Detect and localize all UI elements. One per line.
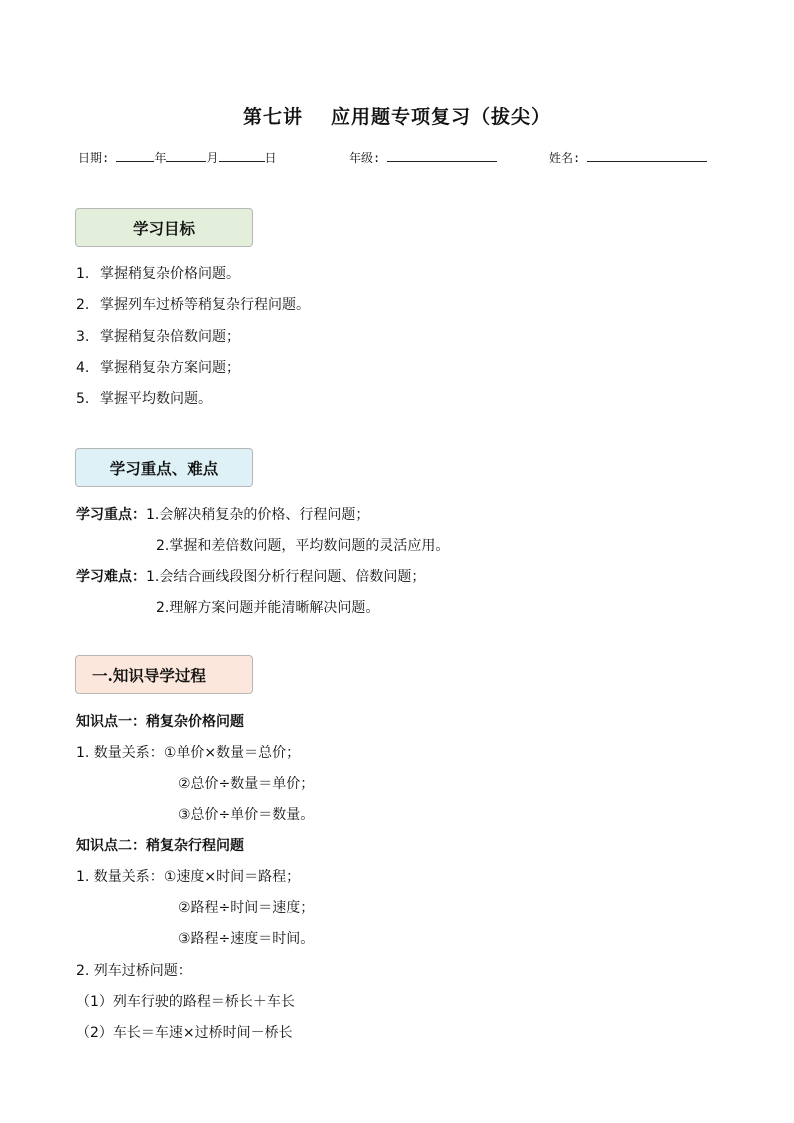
name-blank[interactable] — [587, 148, 707, 162]
kp2-formula-3: ③路程÷速度＝时间。 — [178, 931, 315, 947]
year-label: 年 — [154, 151, 167, 165]
kp1-formula-3: ③总价÷单价＝数量。 — [178, 807, 315, 823]
kp2-formula-1: ①速度×时间＝路程； — [163, 869, 301, 885]
knowledge-process-heading: 一.知识导学过程 — [75, 655, 253, 694]
grade-blank[interactable] — [387, 148, 497, 162]
key-points-heading: 学习重点、难点 — [75, 448, 253, 487]
difficulties-line — [76, 566, 425, 586]
difficulties-label: 学习难点： — [76, 569, 146, 585]
year-blank[interactable] — [116, 148, 154, 162]
day-label: 日 — [264, 151, 277, 165]
knowledge-point-1-title: 知识点一：稍复杂价格问题 — [76, 714, 244, 730]
kp2-formula-2: ②路程÷时间＝速度； — [178, 900, 315, 916]
kp1-relation-label: 1. 数量关系： — [76, 745, 164, 761]
goal-item: 4. 掌握稍复杂方案问题； — [76, 360, 240, 376]
learning-goals-heading: 学习目标 — [75, 208, 253, 247]
date-label: 日期: — [78, 151, 110, 165]
key-point-1: 1.会解决稍复杂的价格、行程问题； — [146, 507, 370, 523]
key-points-label: 学习重点： — [76, 507, 146, 523]
name-label: 姓名: — [549, 151, 581, 165]
month-blank[interactable] — [166, 148, 206, 162]
difficulty-2: 2.理解方案问题并能清晰解决问题。 — [156, 600, 380, 616]
date-field — [78, 148, 277, 166]
difficulty-1: 1.会结合画线段图分析行程问题、倍数问题； — [146, 569, 426, 585]
kp1-formula-1: ①单价×数量＝总价； — [163, 745, 301, 761]
kp1-relation — [76, 742, 300, 762]
kp1-formula-2: ②总价÷数量＝单价； — [178, 776, 315, 792]
kp2-relation-label: 1. 数量关系： — [76, 869, 164, 885]
grade-label: 年级: — [349, 151, 381, 165]
goal-item: 5. 掌握平均数问题。 — [76, 391, 212, 407]
goal-item: 1. 掌握稍复杂价格问题。 — [76, 266, 240, 282]
lesson-number: 第七讲 — [242, 106, 303, 128]
name-field — [549, 148, 707, 166]
kp2-relation — [76, 866, 300, 886]
month-label: 月 — [206, 151, 219, 165]
goal-item: 3. 掌握稍复杂倍数问题； — [76, 329, 240, 345]
train-bridge-formula-2: （2）车长＝车速×过桥时间－桥长 — [76, 1025, 293, 1041]
lesson-topic: 应用题专项复习（拔尖） — [331, 106, 552, 128]
grade-field — [349, 148, 497, 166]
knowledge-point-2-title: 知识点二：稍复杂行程问题 — [76, 838, 244, 854]
train-bridge-item: 2. 列车过桥问题： — [76, 963, 192, 979]
key-points-line — [76, 504, 369, 524]
day-blank[interactable] — [219, 148, 265, 162]
train-bridge-formula-1: （1）列车行驶的路程＝桥长＋车长 — [76, 994, 295, 1010]
key-point-2: 2.掌握和差倍数问题，平均数问题的灵活应用。 — [156, 538, 450, 554]
page-title — [0, 102, 794, 129]
goal-item: 2. 掌握列车过桥等稍复杂行程问题。 — [76, 297, 310, 313]
